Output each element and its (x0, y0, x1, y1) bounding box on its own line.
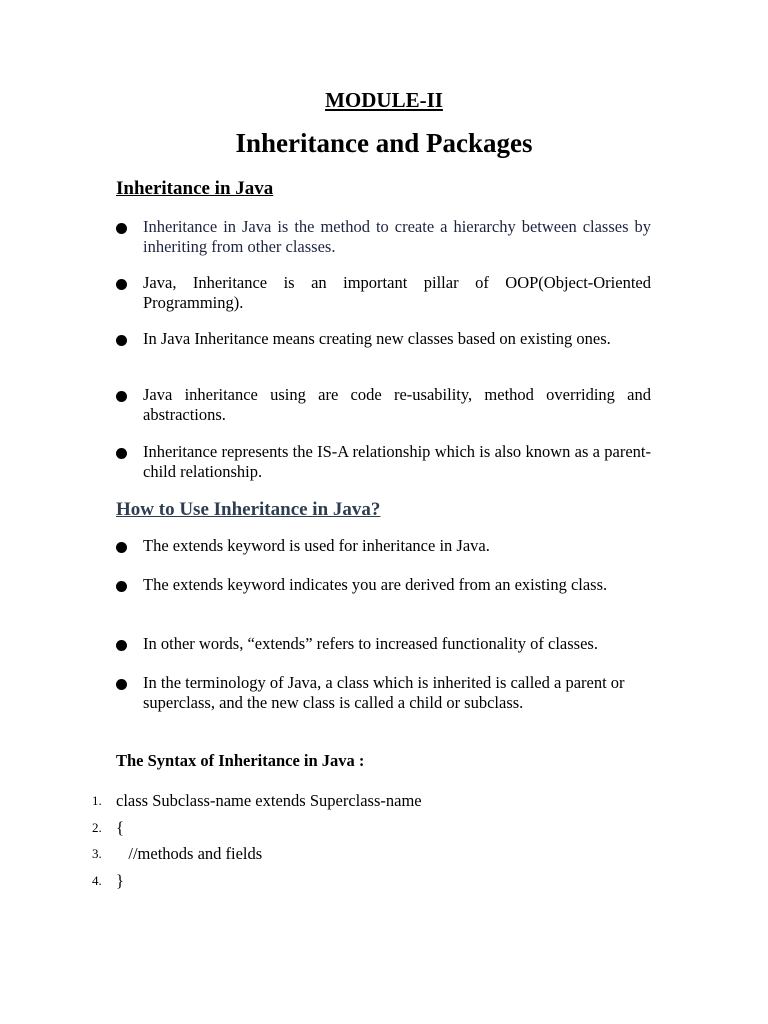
bullet-icon (116, 640, 127, 651)
bullet-icon (116, 335, 127, 346)
module-heading: MODULE-II (325, 88, 443, 112)
code-line-text: class Subclass-name extends Superclass-name (116, 791, 422, 810)
code-line-number: 3. (92, 846, 102, 861)
code-line-text: { (116, 818, 124, 837)
page-title: Inheritance and Packages (235, 128, 533, 158)
section-heading-how-to-use: How to Use Inheritance in Java? (116, 499, 381, 520)
code-line-number: 2. (92, 820, 102, 835)
list-item-text: The extends keyword indicates you are derived from an existing class. (143, 575, 608, 594)
code-line-number: 1. (92, 793, 102, 808)
code-line-number: 4. (92, 873, 102, 888)
list-item-text: Inheritance in Java is the method to create a hierarchy between classes by inheriting from other classes. (143, 217, 651, 256)
bullet-icon (116, 223, 127, 234)
code-line-text: } (116, 871, 124, 890)
list-item-text: Inheritance represents the IS-A relationship which is also known as a parent-child relationship. (143, 442, 651, 481)
list-item-text: In other words, “extends” refers to increased functionality of classes. (143, 634, 598, 653)
list-item-text: The extends keyword is used for inheritance in Java. (143, 536, 490, 555)
list-item-text: In the terminology of Java, a class which is inherited is called a parent or superclass, and the new class is called a child or subclass. (143, 673, 625, 712)
list-item-text: Java, Inheritance is an important pillar of OOP(Object-Oriented Programming). (143, 273, 651, 312)
section-heading-inheritance: Inheritance in Java (116, 178, 274, 199)
bullet-icon (116, 542, 127, 553)
bullet-icon (116, 391, 127, 402)
bullet-icon (116, 279, 127, 290)
list-item-text: In Java Inheritance means creating new classes based on existing ones. (143, 329, 611, 348)
bullet-icon (116, 679, 127, 690)
syntax-heading: The Syntax of Inheritance in Java : (116, 751, 365, 770)
bullet-icon (116, 581, 127, 592)
code-line-text: //methods and fields (116, 844, 263, 863)
bullet-icon (116, 448, 127, 459)
list-item-text: Java inheritance using are code re-usability, method overriding and abstractions. (143, 385, 651, 424)
